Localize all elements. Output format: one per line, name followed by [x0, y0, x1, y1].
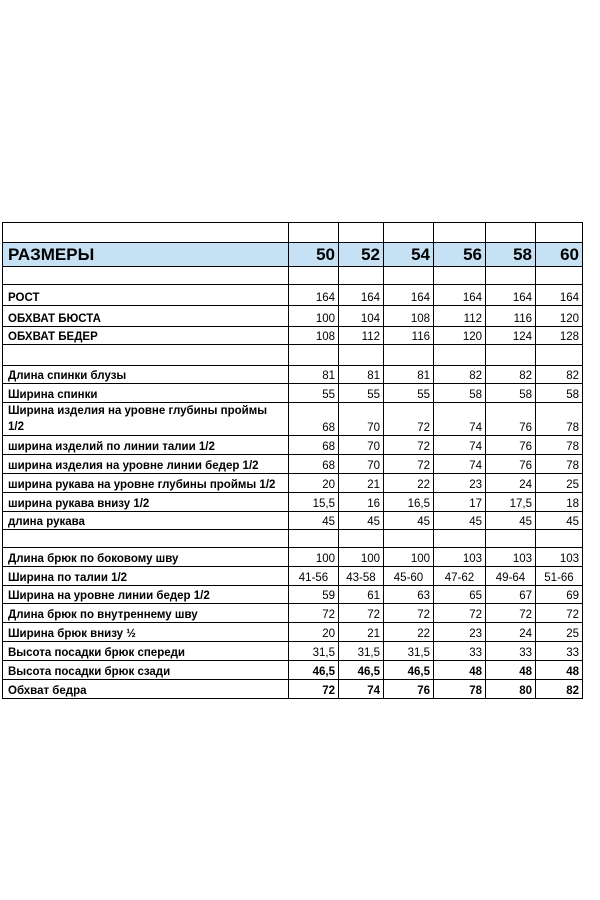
measurement-value: 68	[289, 403, 339, 436]
spacer-row	[3, 345, 583, 366]
measurement-value	[434, 345, 486, 366]
measurement-value: 72	[486, 604, 536, 623]
measurement-value: 68	[289, 436, 339, 455]
size-header-cell: 58	[486, 243, 536, 267]
measurement-value: 48	[486, 661, 536, 680]
spacer-row	[3, 530, 583, 548]
measurement-value: 48	[536, 661, 583, 680]
empty-cell	[536, 223, 583, 243]
measurement-label	[3, 530, 289, 548]
measurement-row	[3, 623, 583, 642]
sizes-header-label: РАЗМЕРЫ	[3, 243, 289, 267]
measurement-value: 100	[289, 306, 339, 327]
measurement-value: 116	[384, 327, 434, 345]
measurement-row	[3, 642, 583, 661]
measurement-value: 74	[339, 680, 384, 699]
measurement-value: 24	[486, 623, 536, 642]
measurement-value: 45-60	[384, 567, 434, 586]
measurement-label: Ширина изделия на уровне глубины проймы 1/2	[3, 403, 289, 436]
measurement-value: 33	[486, 642, 536, 661]
measurement-value: 124	[486, 327, 536, 345]
measurement-value: 68	[289, 455, 339, 474]
measurement-row	[3, 436, 583, 455]
measurement-value: 108	[384, 306, 434, 327]
measurement-value	[434, 267, 486, 285]
spacer-row	[3, 223, 583, 243]
measurement-value: 70	[339, 403, 384, 436]
measurement-value: 78	[536, 455, 583, 474]
measurement-row	[3, 567, 583, 586]
measurement-value: 61	[339, 586, 384, 604]
measurement-value: 16,5	[384, 493, 434, 512]
measurement-value: 72	[536, 604, 583, 623]
measurement-row	[3, 384, 583, 403]
measurement-label: Высота посадки брюк спереди	[3, 642, 289, 661]
measurement-value: 65	[434, 586, 486, 604]
size-header-cell: 52	[339, 243, 384, 267]
measurement-value: 45	[486, 512, 536, 530]
measurement-value: 108	[289, 327, 339, 345]
measurement-row	[3, 548, 583, 567]
measurement-value: 17	[434, 493, 486, 512]
measurement-value: 18	[536, 493, 583, 512]
empty-cell	[384, 223, 434, 243]
measurement-value: 164	[384, 285, 434, 306]
measurement-value	[339, 345, 384, 366]
measurement-value: 49-64	[486, 567, 536, 586]
measurement-value: 21	[339, 623, 384, 642]
measurement-value: 24	[486, 474, 536, 493]
measurement-value: 82	[536, 680, 583, 699]
measurement-value: 22	[384, 474, 434, 493]
measurement-label: РОСТ	[3, 285, 289, 306]
measurement-value: 33	[434, 642, 486, 661]
measurement-value	[384, 530, 434, 548]
measurement-label	[3, 267, 289, 285]
empty-cell	[486, 223, 536, 243]
measurement-label: ширина изделий по линии талии 1/2	[3, 436, 289, 455]
measurement-value: 72	[384, 455, 434, 474]
size-header-cell: 56	[434, 243, 486, 267]
empty-cell	[289, 223, 339, 243]
measurement-value: 69	[536, 586, 583, 604]
measurement-row	[3, 306, 583, 327]
measurement-value: 82	[434, 366, 486, 384]
measurement-value	[434, 530, 486, 548]
measurement-value: 164	[339, 285, 384, 306]
measurement-label: ширина рукава на уровне глубины проймы 1/2	[3, 474, 289, 493]
measurement-value: 47-62	[434, 567, 486, 586]
measurement-value: 58	[486, 384, 536, 403]
measurement-value	[339, 267, 384, 285]
measurement-row	[3, 661, 583, 680]
measurement-value: 55	[384, 384, 434, 403]
measurement-row	[3, 327, 583, 345]
measurement-value: 59	[289, 586, 339, 604]
measurement-value: 55	[289, 384, 339, 403]
measurement-value	[536, 267, 583, 285]
measurement-row	[3, 285, 583, 306]
size-header-cell: 50	[289, 243, 339, 267]
measurement-label: Ширина по талии 1/2	[3, 567, 289, 586]
measurement-value: 164	[289, 285, 339, 306]
measurement-value: 103	[486, 548, 536, 567]
measurement-value	[339, 530, 384, 548]
measurement-value: 81	[339, 366, 384, 384]
measurement-value	[289, 345, 339, 366]
measurement-value: 72	[289, 604, 339, 623]
measurement-value: 23	[434, 623, 486, 642]
size-chart-body	[3, 223, 583, 699]
measurement-value: 23	[434, 474, 486, 493]
measurement-value: 76	[384, 680, 434, 699]
measurement-value: 43-58	[339, 567, 384, 586]
measurement-value: 41-56	[289, 567, 339, 586]
measurement-value: 46,5	[289, 661, 339, 680]
measurement-value: 16	[339, 493, 384, 512]
measurement-value	[536, 530, 583, 548]
measurement-value: 76	[486, 455, 536, 474]
measurement-value: 112	[339, 327, 384, 345]
measurement-value: 82	[486, 366, 536, 384]
measurement-row	[3, 512, 583, 530]
measurement-value: 78	[536, 403, 583, 436]
measurement-value: 100	[339, 548, 384, 567]
measurement-value: 100	[289, 548, 339, 567]
measurement-value: 120	[434, 327, 486, 345]
measurement-value: 45	[384, 512, 434, 530]
size-header-cell: 54	[384, 243, 434, 267]
measurement-value	[486, 530, 536, 548]
measurement-value: 45	[434, 512, 486, 530]
measurement-label: Обхват бедра	[3, 680, 289, 699]
spacer-row	[3, 267, 583, 285]
measurement-value: 63	[384, 586, 434, 604]
size-chart-table	[2, 222, 583, 699]
measurement-value: 103	[434, 548, 486, 567]
measurement-value: 74	[434, 455, 486, 474]
measurement-value: 22	[384, 623, 434, 642]
measurement-value: 48	[434, 661, 486, 680]
measurement-row	[3, 586, 583, 604]
measurement-value: 103	[536, 548, 583, 567]
measurement-row	[3, 403, 583, 436]
measurement-value: 78	[434, 680, 486, 699]
measurement-value: 45	[536, 512, 583, 530]
measurement-value: 78	[536, 436, 583, 455]
measurement-value: 15,5	[289, 493, 339, 512]
measurement-label: ОБХВАТ БЮСТА	[3, 306, 289, 327]
measurement-label: Длина брюк по внутреннему шву	[3, 604, 289, 623]
measurement-row	[3, 455, 583, 474]
measurement-label: ОБХВАТ БЕДЕР	[3, 327, 289, 345]
measurement-label: Ширина брюк внизу ½	[3, 623, 289, 642]
measurement-value: 74	[434, 403, 486, 436]
measurement-value: 31,5	[339, 642, 384, 661]
empty-cell	[434, 223, 486, 243]
measurement-value: 72	[384, 436, 434, 455]
measurement-value: 164	[536, 285, 583, 306]
size-header-cell: 60	[536, 243, 583, 267]
measurement-label: Высота посадки брюк сзади	[3, 661, 289, 680]
measurement-label: длина рукава	[3, 512, 289, 530]
measurement-value: 67	[486, 586, 536, 604]
measurement-value: 70	[339, 455, 384, 474]
measurement-value: 25	[536, 623, 583, 642]
measurement-value	[536, 345, 583, 366]
measurement-value: 82	[536, 366, 583, 384]
measurement-value: 72	[434, 604, 486, 623]
measurement-value: 31,5	[384, 642, 434, 661]
measurement-row	[3, 474, 583, 493]
measurement-value: 25	[536, 474, 583, 493]
measurement-value: 45	[339, 512, 384, 530]
measurement-value: 74	[434, 436, 486, 455]
measurement-value: 116	[486, 306, 536, 327]
empty-cell	[3, 223, 289, 243]
measurement-value: 46,5	[384, 661, 434, 680]
measurement-value: 20	[289, 623, 339, 642]
measurement-value: 21	[339, 474, 384, 493]
measurement-label: Длина спинки блузы	[3, 366, 289, 384]
measurement-value	[486, 267, 536, 285]
measurement-value: 70	[339, 436, 384, 455]
measurement-value: 72	[289, 680, 339, 699]
empty-cell	[339, 223, 384, 243]
measurement-value: 81	[384, 366, 434, 384]
measurement-value: 81	[289, 366, 339, 384]
measurement-value	[384, 345, 434, 366]
measurement-value: 51-66	[536, 567, 583, 586]
measurement-value: 33	[536, 642, 583, 661]
measurement-row	[3, 493, 583, 512]
measurement-label: ширина изделия на уровне линии бедер 1/2	[3, 455, 289, 474]
measurement-row	[3, 604, 583, 623]
measurement-value: 17,5	[486, 493, 536, 512]
measurement-value: 72	[384, 604, 434, 623]
measurement-value: 72	[339, 604, 384, 623]
measurement-value: 164	[486, 285, 536, 306]
measurement-value	[289, 267, 339, 285]
measurement-value: 72	[384, 403, 434, 436]
measurement-row	[3, 680, 583, 699]
measurement-label	[3, 345, 289, 366]
measurement-value: 76	[486, 436, 536, 455]
measurement-value: 58	[536, 384, 583, 403]
measurement-value: 164	[434, 285, 486, 306]
measurement-value: 100	[384, 548, 434, 567]
measurement-value: 112	[434, 306, 486, 327]
measurement-value	[384, 267, 434, 285]
measurement-value: 20	[289, 474, 339, 493]
measurement-row	[3, 366, 583, 384]
size-header-row	[3, 243, 583, 267]
measurement-label: Ширина спинки	[3, 384, 289, 403]
measurement-value: 104	[339, 306, 384, 327]
measurement-label: Ширина на уровне линии бедер 1/2	[3, 586, 289, 604]
measurement-value	[486, 345, 536, 366]
measurement-value: 45	[289, 512, 339, 530]
measurement-value: 58	[434, 384, 486, 403]
measurement-value: 128	[536, 327, 583, 345]
measurement-value: 46,5	[339, 661, 384, 680]
measurement-value: 76	[486, 403, 536, 436]
measurement-label: ширина рукава внизу 1/2	[3, 493, 289, 512]
measurement-value: 80	[486, 680, 536, 699]
measurement-value: 31,5	[289, 642, 339, 661]
measurement-value	[289, 530, 339, 548]
measurement-label: Длина брюк по боковому шву	[3, 548, 289, 567]
measurement-value: 120	[536, 306, 583, 327]
measurement-value: 55	[339, 384, 384, 403]
